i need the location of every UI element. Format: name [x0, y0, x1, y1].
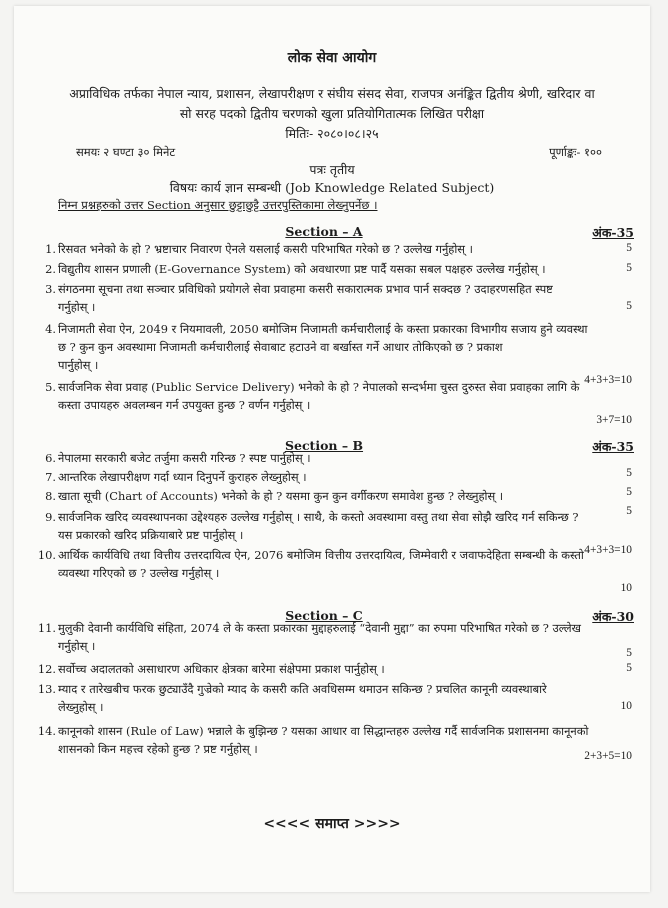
- paper-number: पत्रः तृतीय: [309, 162, 355, 177]
- exam-paper: [14, 6, 650, 892]
- question-text: आर्थिक कार्यविधि तथा वित्तीय उत्तरदायित्व ऐन, 2076 बमोजिम वित्तीय उत्तरदायित्व, जिम्मेवारी र जवाफदेहिता सम्बन्धी के कस्तो: [58, 548, 584, 562]
- question-text: पार्नुहोस् ।: [58, 358, 99, 372]
- question-text: गर्नुहोस् ।: [58, 300, 96, 314]
- question-marks: 5: [626, 662, 632, 674]
- question-marks: 4+3+3=10: [584, 544, 632, 556]
- question-number: 14.: [37, 724, 56, 738]
- question-marks: 5: [626, 262, 632, 274]
- question-item: [37, 619, 618, 655]
- question-text: आन्तरिक लेखापरीक्षण गर्दा ध्यान दिनुपर्ने कुराहरु लेख्नुहोस् ।: [58, 470, 307, 484]
- question-number: 8.: [45, 489, 56, 503]
- question-item: [37, 660, 618, 678]
- question-text: कानूनको शासन (Rule of Law) भन्नाले के बुझिन्छ ? यसका आधार वा सिद्धान्तहरु उल्लेख गर्दै सार्वजनिक प्रशासनमा कानूनको: [58, 724, 589, 738]
- question-number: 5.: [45, 380, 56, 394]
- question-text: शासनको किन महत्त्व रहेको हुन्छ ? प्रष्ट गर्नुहोस् ।: [58, 742, 258, 756]
- question-text: नेपालमा सरकारी बजेट तर्जुमा कसरी गरिन्छ ? स्पष्ट पार्नुहोस् ।: [58, 451, 311, 465]
- question-number: 12.: [37, 662, 56, 676]
- question-text: छ ? कुन कुन अवस्थामा निजामती कर्मचारीलाई सेवाबाट हटाउने वा बर्खास्त गर्ने आधार तोकिएको छ ? प्रकाश: [58, 340, 503, 354]
- question-text: लेख्नुहोस् ।: [58, 700, 104, 714]
- question-number: 1.: [45, 242, 56, 256]
- question-text: खाता सूची (Chart of Accounts) भनेको के हो ? यसमा कुन कुन वर्गीकरण समावेश हुन्छ ? लेख्नुहोस् ।: [58, 489, 504, 503]
- question-item: [45, 378, 618, 414]
- section-marks: अंक-35: [592, 225, 634, 240]
- question-number: 11.: [37, 621, 56, 635]
- section-marks: अंक-30: [592, 609, 634, 624]
- question-marks: 2+3+5=10: [584, 750, 632, 762]
- exam-description-line2: सो सरह पदको द्वितीय चरणको खुला प्रतियोगितात्मक लिखित परीक्षा: [179, 106, 485, 121]
- question-text: यस प्रकारको खरिद प्रक्रियाबारे प्रष्ट पार्नुहोस् ।: [58, 528, 244, 542]
- question-text: गर्नुहोस् ।: [58, 639, 96, 653]
- question-marks: 10: [620, 700, 632, 712]
- question-text: निजामती सेवा ऐन, 2049 र नियमावली, 2050 बमोजिम निजामती कर्मचारीलाई के कस्ता प्रकारका विभागीय सजाय हुने व्यवस्था: [58, 322, 588, 336]
- question-marks: 3+7=10: [596, 414, 632, 426]
- question-number: 7.: [45, 470, 56, 484]
- question-marks: 5: [626, 242, 632, 254]
- question-marks: 5: [626, 300, 632, 312]
- question-text: व्यवस्था गरिएको छ ? उल्लेख गर्नुहोस् ।: [58, 566, 220, 580]
- question-item: [45, 320, 618, 374]
- question-text: संगठनमा सूचना तथा सञ्चार प्रविधिको प्रयोगले सेवा प्रवाहमा कसरी सकारात्मक प्रभाव पार्न सक्दछ ? उदाहरणसहित स्पष्ट: [58, 282, 553, 296]
- full-marks: पूर्णाङ्कः- १००: [549, 145, 602, 159]
- question-item: [45, 449, 618, 467]
- question-item: [45, 240, 618, 258]
- subject-title: विषयः कार्य ज्ञान सम्बन्धी (Job Knowledge Related Subject): [169, 180, 495, 195]
- question-text: सार्वजनिक खरिद व्यवस्थापनका उद्देश्यहरु उल्लेख गर्नुहोस् । साथै, के कस्तो अवस्थामा वस्तु तथा सेवा सोझै खरिद गर्न सकिन्छ ?: [58, 510, 579, 524]
- question-item: [37, 546, 618, 582]
- question-text: सर्वोच्च अदालतको असाधारण अधिकार क्षेत्रका बारेमा संक्षेपमा प्रकाश पार्नुहोस् ।: [58, 662, 385, 676]
- question-text: विद्युतीय शासन प्रणाली (E-Governance System) को अवधारणा प्रष्ट पार्दै यसका सबल पक्षहरु उल्लेख गर्नुहोस् ।: [58, 262, 546, 276]
- question-item: [45, 280, 618, 316]
- question-text: रिसवत भनेको के हो ? भ्रष्टाचार निवारण ऐनले यसलाई कसरी परिभाषित गरेको छ ? उल्लेख गर्नुहोस् ।: [58, 242, 473, 256]
- question-number: 3.: [45, 282, 56, 296]
- question-text: म्याद र तारेखबीच फरक छुट्याउँदै गुज्रेको म्याद के कसरी कति अवधिसम्म थमाउन सकिन्छ ? प्रचलित कानूनी व्यवस्थाबारे: [58, 682, 547, 696]
- commission-title: लोक सेवा आयोग: [287, 50, 377, 66]
- section-marks: अंक-35: [592, 439, 634, 454]
- question-marks: 5: [626, 486, 632, 498]
- exam-date: मितिः- २०८०।०८।२५: [285, 126, 379, 141]
- instruction-text: निम्न प्रश्नहरुको उत्तर Section अनुसार छुट्टाछुट्टै उत्तरपुस्तिकामा लेख्नुपर्नेछ ।: [58, 198, 378, 212]
- question-number: 9.: [45, 510, 56, 524]
- question-item: [45, 487, 618, 505]
- section-title: Section – C: [285, 608, 363, 623]
- question-item: [37, 680, 618, 716]
- question-item: [45, 468, 618, 486]
- end-marker: <<<< समाप्त >>>>: [263, 816, 401, 832]
- question-marks: 5: [626, 467, 632, 479]
- question-text: सार्वजनिक सेवा प्रवाह (Public Service Delivery) भनेको के हो ? नेपालको सन्दर्भमा चुस्त दुरुस्त सेवा प्रवाहका लागि के: [58, 380, 580, 394]
- section-title: Section – A: [285, 224, 363, 239]
- question-marks: 5: [626, 505, 632, 517]
- question-marks: 4+3+3=10: [584, 374, 632, 386]
- question-marks: 5: [626, 647, 632, 659]
- question-item: [45, 260, 618, 278]
- section-title: Section – B: [284, 438, 364, 453]
- question-number: 10.: [37, 548, 56, 562]
- question-number: 13.: [37, 682, 56, 696]
- question-number: 6.: [45, 451, 56, 465]
- question-number: 2.: [45, 262, 56, 276]
- question-number: 4.: [45, 322, 56, 336]
- question-item: [37, 722, 618, 758]
- exam-description-line1: अप्राविधिक तर्फका नेपाल न्याय, प्रशासन, लेखापरीक्षण र संघीय संसद सेवा, राजपत्र अनंङ्कित द्वितीय श्रेणी, खरिदार वा: [69, 86, 595, 101]
- question-text: मुलुकी देवानी कार्यविधि संहिता, 2074 ले के कस्ता प्रकारका मुद्दाहरुलाई “देवानी मुद्दा” का रुपमा परिभाषित गरेको छ ? उल्लेख: [58, 621, 581, 635]
- exam-time: समयः २ घण्टा ३० मिनेट: [76, 145, 176, 159]
- question-marks: 10: [620, 582, 632, 594]
- question-text: कस्ता उपायहरु अवलम्बन गर्न उपयुक्त हुन्छ ? वर्णन गर्नुहोस् ।: [58, 398, 311, 412]
- question-item: [45, 508, 618, 544]
